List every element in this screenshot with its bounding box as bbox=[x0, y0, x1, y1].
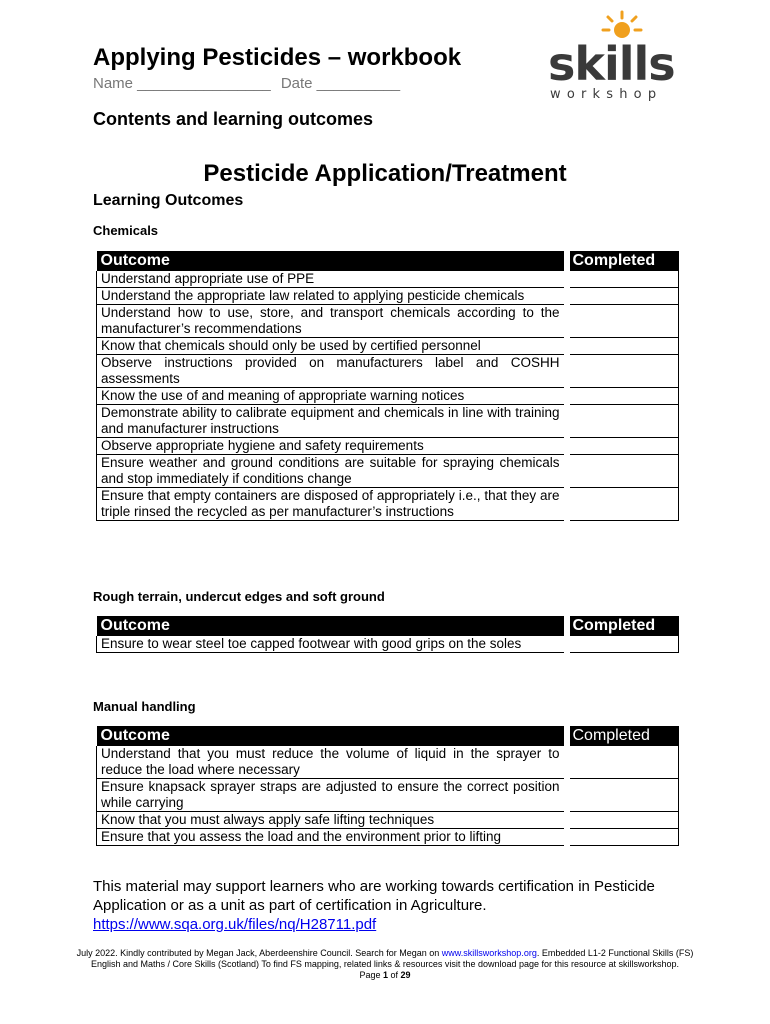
outcome-text: Ensure that empty containers are disposed of appropriately i.e., that they are triple rinsed the recycled as per manufacturer’s instructions bbox=[97, 488, 567, 521]
completed-cell[interactable] bbox=[567, 438, 679, 455]
completed-cell[interactable] bbox=[567, 405, 679, 438]
completed-cell[interactable] bbox=[567, 812, 679, 829]
sqa-link[interactable]: https://www.sqa.org.uk/files/nq/H28711.pdf bbox=[93, 916, 377, 933]
section-label-rough-terrain: Rough terrain, undercut edges and soft ground bbox=[93, 589, 385, 604]
skills-workshop-logo bbox=[548, 8, 700, 102]
table-row bbox=[97, 829, 679, 846]
table-row bbox=[97, 388, 679, 405]
outcome-text: Demonstrate ability to calibrate equipment and chemicals in line with training and manufacturer instructions bbox=[97, 405, 567, 438]
table-row bbox=[97, 455, 679, 488]
completed-cell[interactable] bbox=[567, 488, 679, 521]
completed-cell[interactable] bbox=[567, 355, 679, 388]
certification-note bbox=[93, 877, 693, 934]
table-row bbox=[97, 271, 679, 288]
logo-word: skills bbox=[548, 37, 675, 91]
table-row bbox=[97, 288, 679, 305]
page-of: of bbox=[388, 970, 401, 980]
outcome-column-header: Outcome bbox=[97, 616, 567, 636]
name-field-label: Name ________________ bbox=[93, 75, 271, 92]
completed-cell[interactable] bbox=[567, 388, 679, 405]
completed-cell[interactable] bbox=[567, 779, 679, 812]
table-row bbox=[97, 812, 679, 829]
outcome-text: Know the use of and meaning of appropriate warning notices bbox=[97, 388, 567, 405]
page-prefix: Page bbox=[359, 970, 383, 980]
completed-cell[interactable] bbox=[567, 829, 679, 846]
section-label-manual-handling: Manual handling bbox=[93, 699, 196, 714]
table-row bbox=[97, 779, 679, 812]
outcome-column-header: Outcome bbox=[97, 726, 567, 746]
skillsworkshop-link[interactable]: www.skillsworkshop.org bbox=[441, 948, 537, 958]
completed-cell[interactable] bbox=[567, 636, 679, 653]
outcome-column-header: Outcome bbox=[97, 251, 567, 271]
page-number bbox=[0, 970, 770, 981]
completed-cell[interactable] bbox=[567, 455, 679, 488]
table-row bbox=[97, 488, 679, 521]
completed-cell[interactable] bbox=[567, 338, 679, 355]
outcome-table-rough-terrain bbox=[96, 616, 679, 653]
outcome-text: Observe instructions provided on manufacturers label and COSHH assessments bbox=[97, 355, 567, 388]
footer-credit-suffix: . Embedded L1-2 Functional Skills (FS) bbox=[536, 948, 694, 958]
completed-column-header: Completed bbox=[567, 616, 679, 636]
contents-heading: Contents and learning outcomes bbox=[93, 109, 374, 129]
logo-subword: workshop bbox=[550, 87, 663, 102]
document-title: Applying Pesticides – workbook bbox=[93, 44, 462, 71]
table-row bbox=[97, 746, 679, 779]
main-title: Pesticide Application/Treatment bbox=[203, 160, 567, 187]
sun-icon bbox=[603, 12, 641, 38]
outcome-text: Ensure that you assess the load and the environment prior to lifting bbox=[97, 829, 567, 846]
outcome-text: Ensure to wear steel toe capped footwear with good grips on the soles bbox=[97, 636, 567, 653]
table-row bbox=[97, 438, 679, 455]
table-row bbox=[97, 338, 679, 355]
completed-cell[interactable] bbox=[567, 305, 679, 338]
table-row bbox=[97, 355, 679, 388]
page-total: 29 bbox=[400, 970, 411, 980]
date-field-label: Date __________ bbox=[280, 75, 401, 92]
completed-cell[interactable] bbox=[567, 288, 679, 305]
outcome-text: Ensure weather and ground conditions are suitable for spraying chemicals and stop immediately if conditions change bbox=[97, 455, 567, 488]
outcome-text: Understand appropriate use of PPE bbox=[97, 271, 567, 288]
footer-credit-text: July 2022. Kindly contributed by Megan Jack, Aberdeenshire Council. Search for Megan on bbox=[76, 948, 442, 958]
page-footer bbox=[0, 948, 770, 981]
outcome-text: Observe appropriate hygiene and safety requirements bbox=[97, 438, 567, 455]
footer-line-1 bbox=[0, 948, 770, 959]
completed-column-header: Completed bbox=[567, 726, 679, 746]
outcome-table-chemicals bbox=[96, 251, 679, 521]
section-label-chemicals: Chemicals bbox=[93, 223, 159, 238]
table-row bbox=[97, 405, 679, 438]
completed-cell[interactable] bbox=[567, 271, 679, 288]
table-row bbox=[97, 305, 679, 338]
table-row bbox=[97, 636, 679, 653]
outcome-text: Know that you must always apply safe lifting techniques bbox=[97, 812, 567, 829]
page-current: 1 bbox=[382, 970, 388, 980]
outcome-text: Ensure knapsack sprayer straps are adjusted to ensure the correct position while carrying bbox=[97, 779, 567, 812]
outcome-text: Understand that you must reduce the volume of liquid in the sprayer to reduce the load where necessary bbox=[97, 746, 567, 779]
completed-cell[interactable] bbox=[567, 746, 679, 779]
name-date-line bbox=[93, 75, 406, 92]
outcome-text: Understand the appropriate law related to applying pesticide chemicals bbox=[97, 288, 567, 305]
footer-line-2: English and Maths / Core Skills (Scotland) To find FS mapping, related links & resources visit the download page for this resource at skillsworkshop. bbox=[90, 959, 680, 969]
learning-outcomes-heading: Learning Outcomes bbox=[93, 192, 244, 209]
note-text: This material may support learners who are working towards certification in Pesticide Application or as a unit as part of certification in Agriculture. bbox=[93, 878, 655, 914]
outcome-text: Understand how to use, store, and transport chemicals according to the manufacturer’s recommendations bbox=[97, 305, 567, 338]
outcome-text: Know that chemicals should only be used by certified personnel bbox=[97, 338, 567, 355]
outcome-table-manual-handling bbox=[96, 726, 679, 846]
completed-column-header: Completed bbox=[567, 251, 679, 271]
